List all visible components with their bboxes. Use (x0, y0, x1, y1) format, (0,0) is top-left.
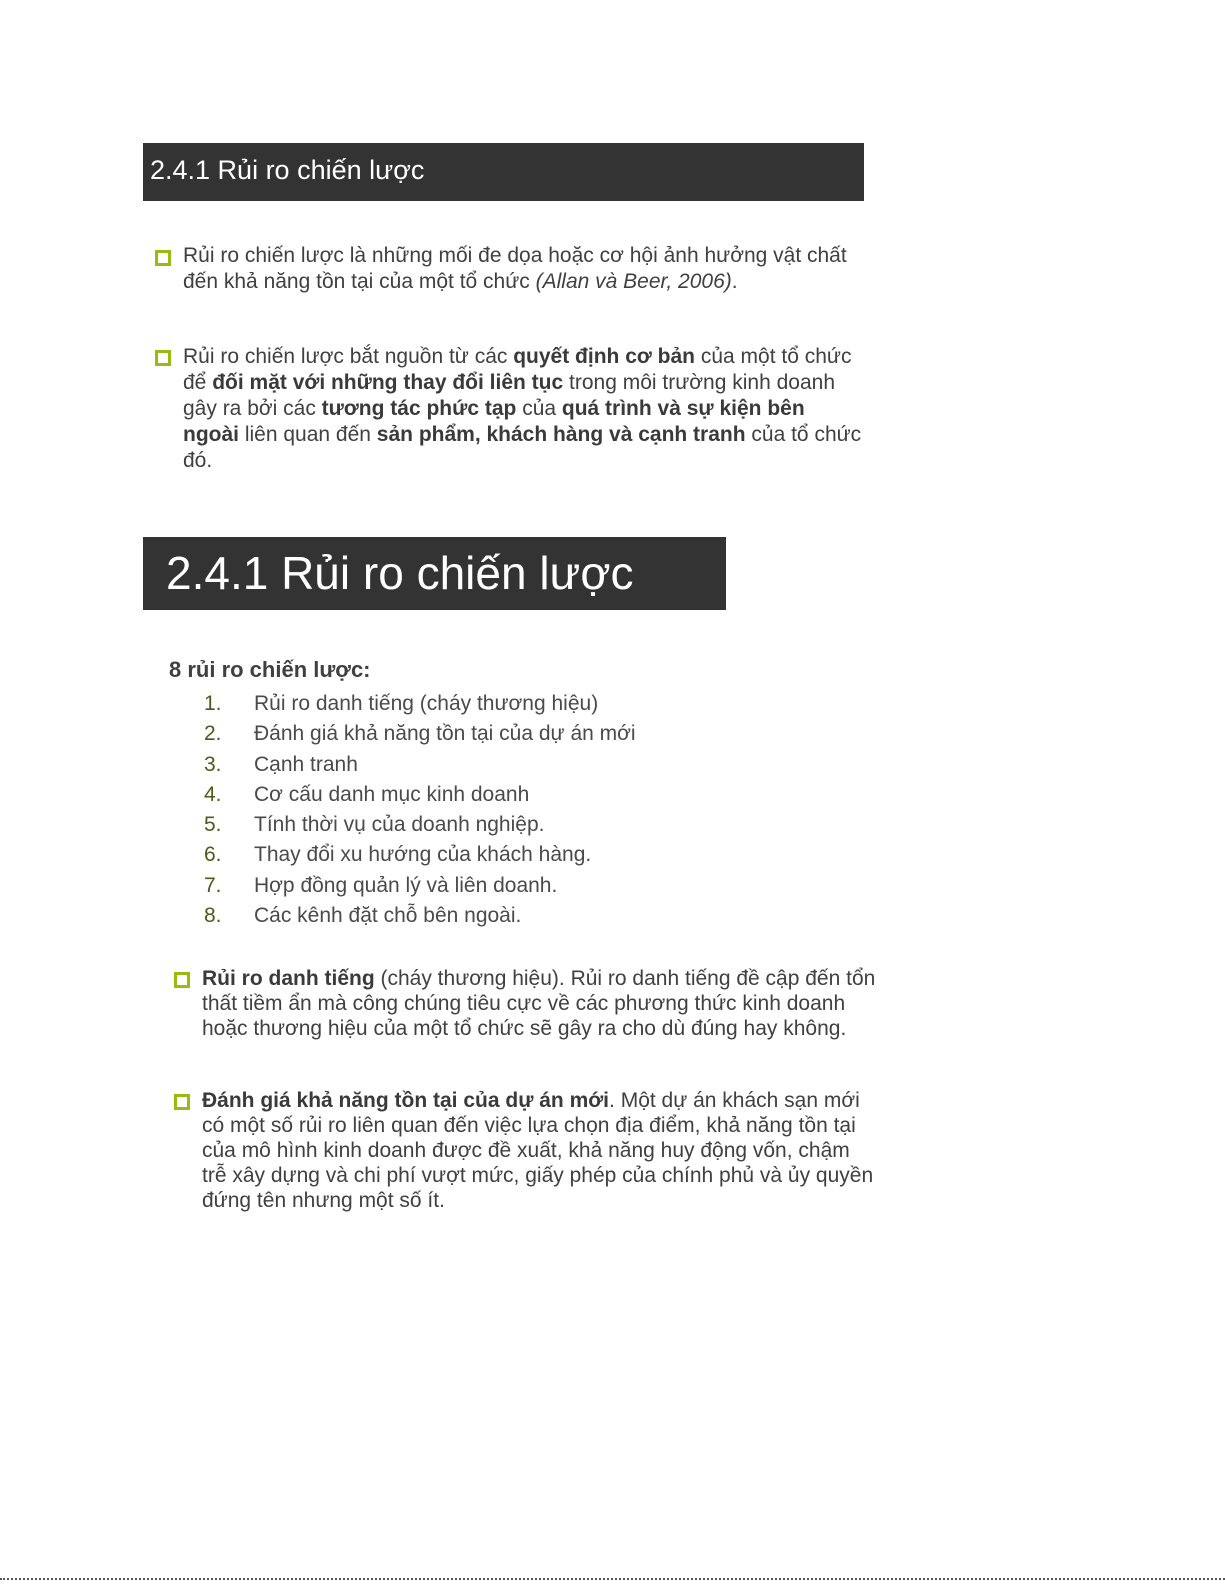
section1-bullet2: Rủi ro chiến lược bắt nguồn từ các quyết định cơ bản của một tổ chức để đối mặt với những thay đổi liên tục trong môi trường kinh doanh gây ra bởi các tương tác phức tạp của quá trình và sự kiện bên ngoài liên quan đến sản phẩm, khách hàng và cạnh tranh của tổ chức đó. (183, 345, 862, 472)
section1-banner (143, 143, 864, 201)
list-item: 6. Thay đổi xu hướng của khách hàng. (204, 843, 592, 867)
section1-bullet1: Rủi ro chiến lược là những mối đe dọa hoặc cơ hội ảnh hưởng vật chất đến khả năng tồn tại của một tổ chức (Allan và Beer, 2006). (183, 244, 847, 293)
list-item: 8. Các kênh đặt chỗ bên ngoài. (204, 904, 522, 928)
section1-title: 2.4.1 Rủi ro chiến lược (150, 155, 425, 185)
list-item: 4. Cơ cấu danh mục kinh doanh (204, 782, 530, 806)
section2-bullet-reputation: Rủi ro danh tiếng (cháy thương hiệu). Rủi ro danh tiếng đề cập đến tổn thất tiềm ẩn mà công chúng tiêu cực về các phương thức kinh doanh hoặc thương hiệu của một tổ chức sẽ gây ra cho dù đúng hay không. (202, 967, 876, 1040)
list-item: 5. Tính thời vụ của doanh nghiệp. (204, 813, 545, 837)
list-item: 3. Cạnh tranh (204, 752, 358, 776)
page-bottom-divider (0, 1578, 1225, 1580)
section2-title: 2.4.1 Rủi ro chiến lược (166, 547, 634, 599)
bullet-square-icon (155, 350, 171, 366)
list-item: 1. Rủi ro danh tiếng (cháy thương hiệu) (204, 692, 599, 715)
bullet-square-icon (174, 972, 190, 988)
section2-banner (143, 537, 726, 610)
list-heading: 8 rủi ro chiến lược: (169, 657, 371, 682)
bullet-square-icon (155, 250, 171, 266)
list-item: 2. Đánh giá khả năng tồn tại của dự án mới (204, 722, 636, 746)
list-item: 7. Hợp đồng quản lý và liên doanh. (204, 873, 558, 897)
section2-bullet-new-project: Đánh giá khả năng tồn tại của dự án mới. Một dự án khách sạn mới có một số rủi ro liên quan đến việc lựa chọn địa điểm, khả năng tồn tại của mô hình kinh doanh được đề xuất, khả năng huy động vốn, chậm trễ xây dựng và chi phí vượt mức, giấy phép của chính phủ và ủy quyền đứng tên nhưng một số ít. (202, 1089, 874, 1212)
bullet-square-icon (174, 1094, 190, 1110)
strategic-risk-list (204, 689, 636, 931)
